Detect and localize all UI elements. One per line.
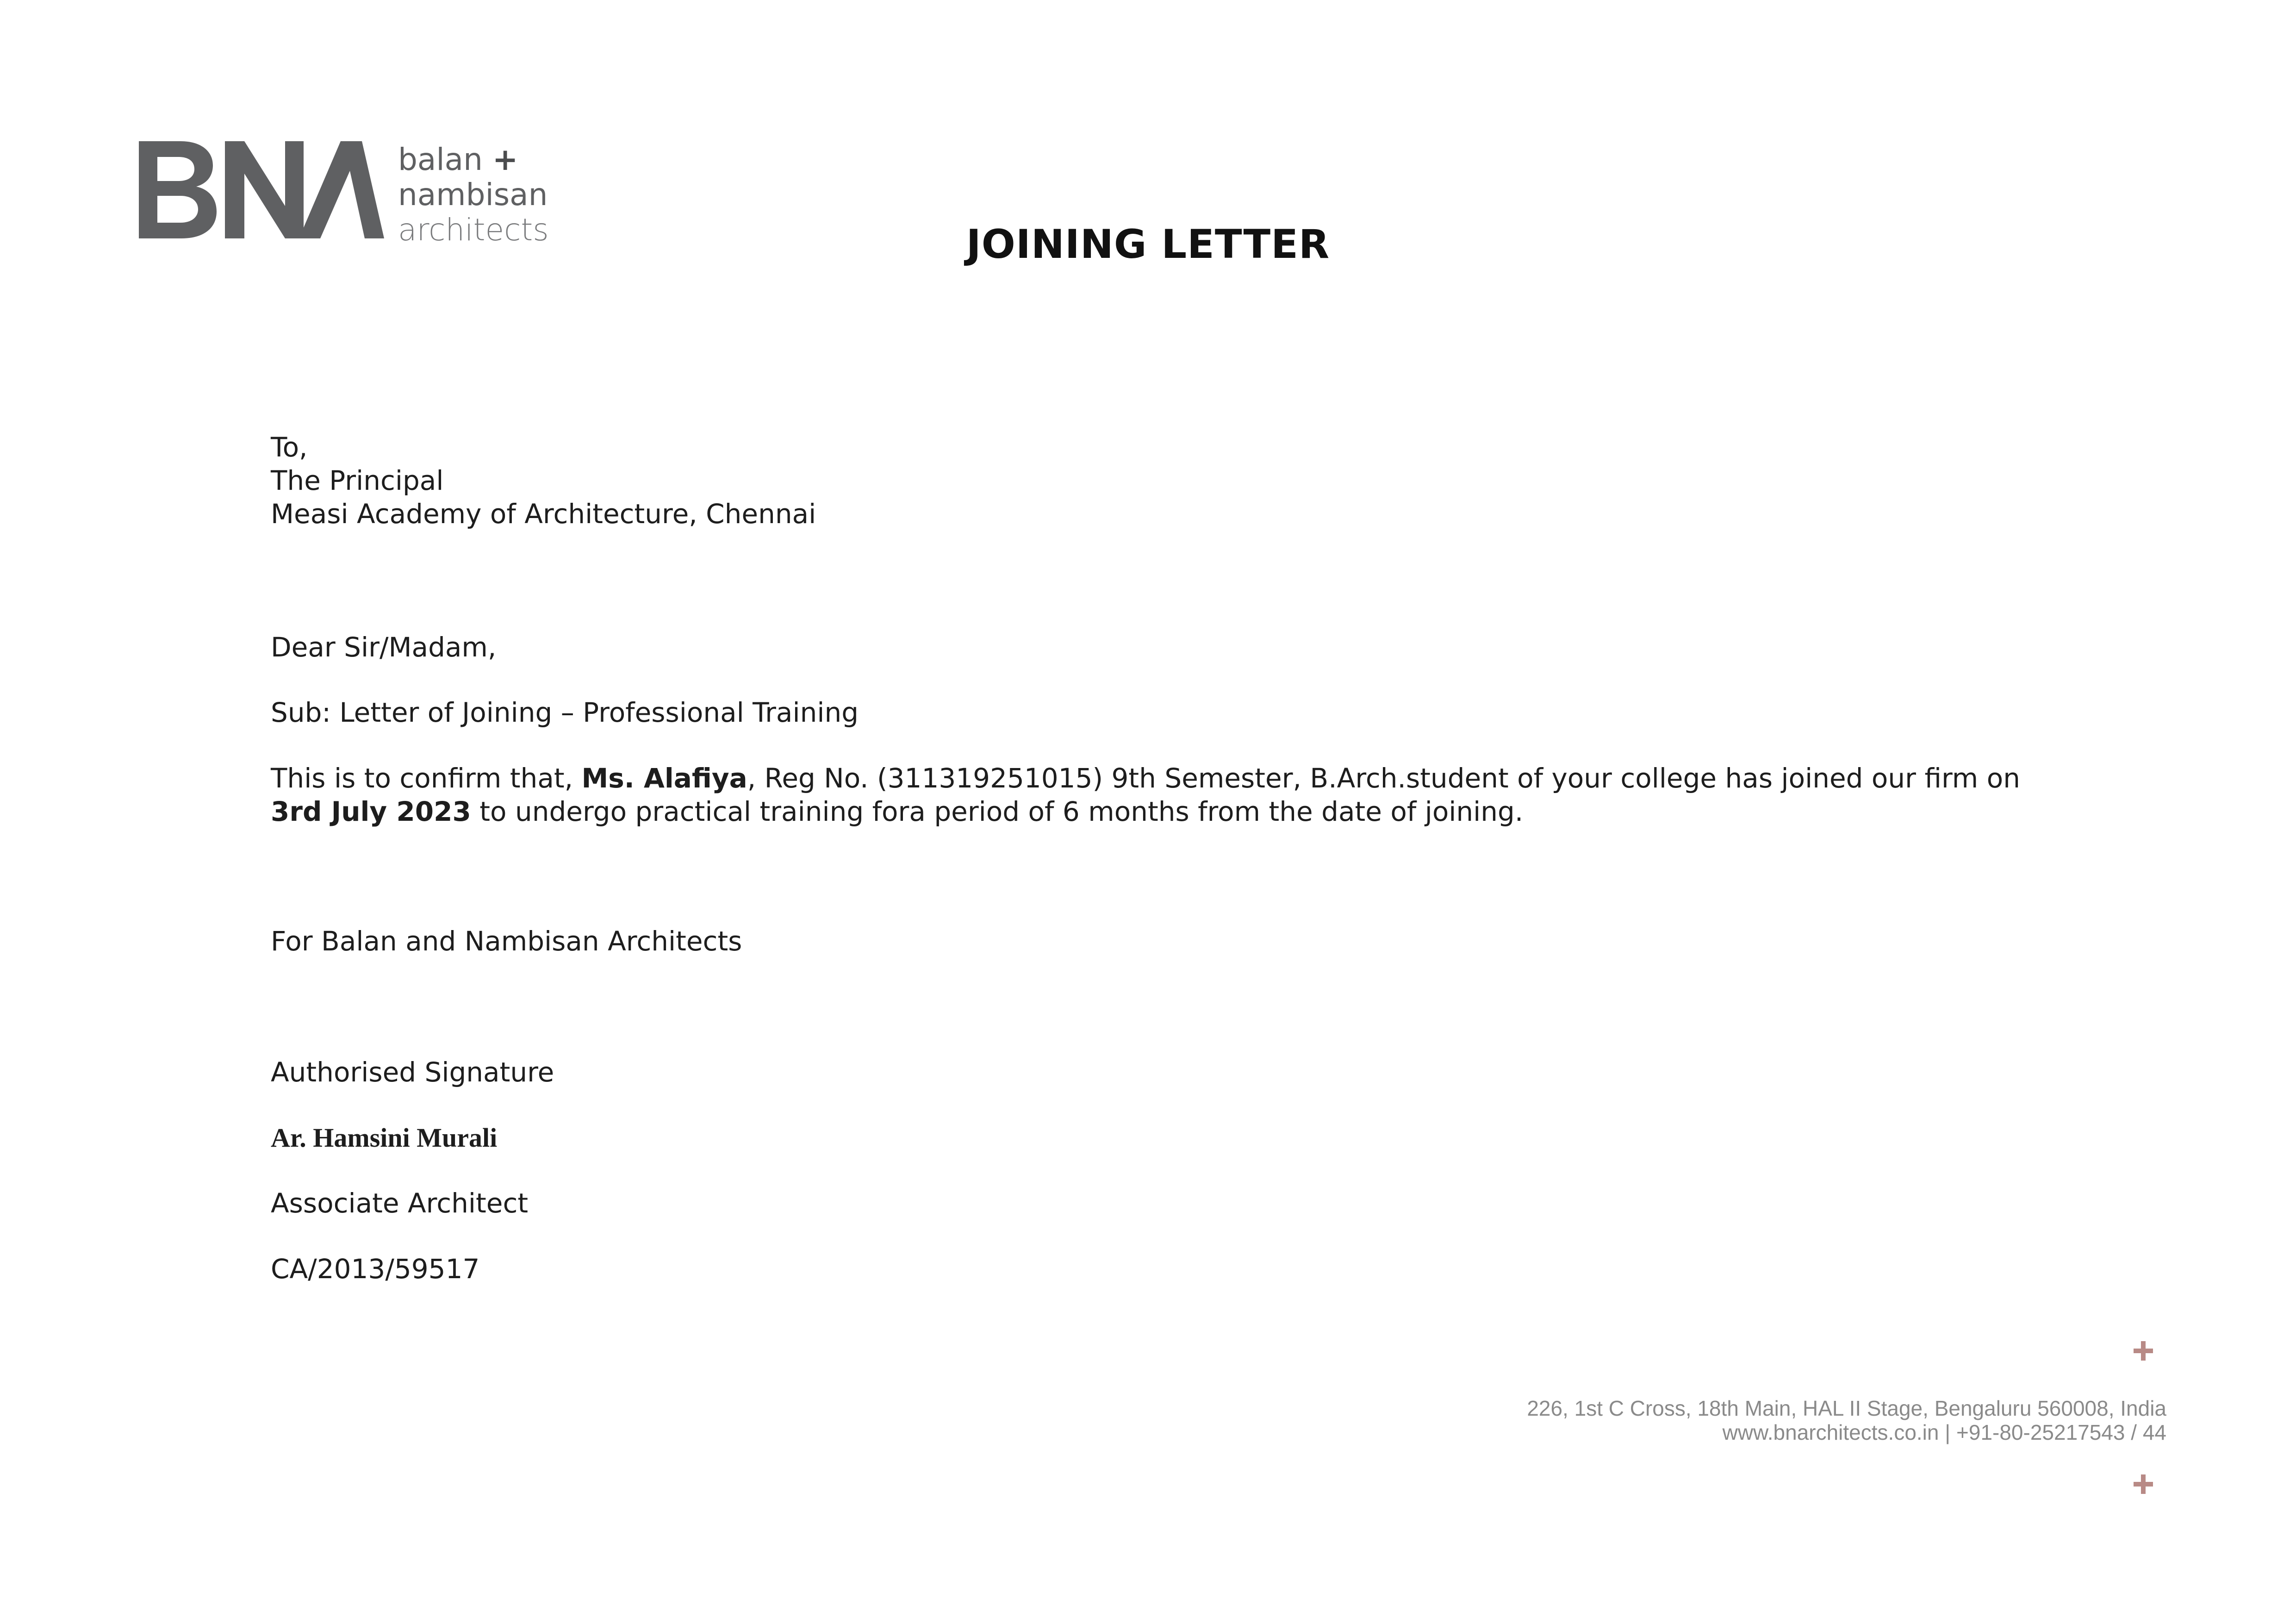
footer-plus-icon-bottom: [2133, 1474, 2154, 1495]
subject-line: Sub: Letter of Joining – Professional Training: [271, 697, 859, 728]
logo-plus: +: [492, 142, 518, 177]
logo-word-architects: architects: [398, 212, 549, 248]
address-to: To,: [271, 431, 308, 463]
logo-word-balan: balan +: [398, 142, 518, 177]
signature-label: Authorised Signature: [271, 1056, 554, 1088]
address-line1: The Principal: [271, 465, 444, 496]
address-line2: Measi Academy of Architecture, Chennai: [271, 498, 816, 530]
letter-title: JOINING LETTER: [966, 221, 1330, 268]
footer-contact: www.bnarchitects.co.in | +91-80-25217543 / 44: [1722, 1420, 2166, 1444]
body-part1: This is to confirm that,: [271, 762, 582, 794]
footer-plus-icon-top: [2133, 1340, 2154, 1362]
joining-date: 3rd July 2023: [271, 796, 471, 827]
signer-title: Associate Architect: [271, 1187, 529, 1219]
salutation: Dear Sir/Madam,: [271, 631, 497, 663]
logo-word-nambisan: nambisan: [398, 177, 548, 212]
signer-name: Ar. Hamsini Murali: [271, 1123, 498, 1153]
student-name: Ms. Alafiya: [581, 762, 747, 794]
closing-line: For Balan and Nambisan Architects: [271, 925, 742, 957]
footer-address: 226, 1st C Cross, 18th Main, HAL II Stage, Bengaluru 560008, India: [1527, 1396, 2166, 1420]
body-paragraph: [271, 762, 2029, 828]
body-part3: to undergo practical training fora period of 6 months from the date of joining.: [471, 796, 1524, 827]
body-part2: , Reg No. (311319251015) 9th Semester, B.Arch.student of your college has joined our firm on: [747, 762, 2020, 794]
signer-registration: CA/2013/59517: [271, 1253, 480, 1285]
